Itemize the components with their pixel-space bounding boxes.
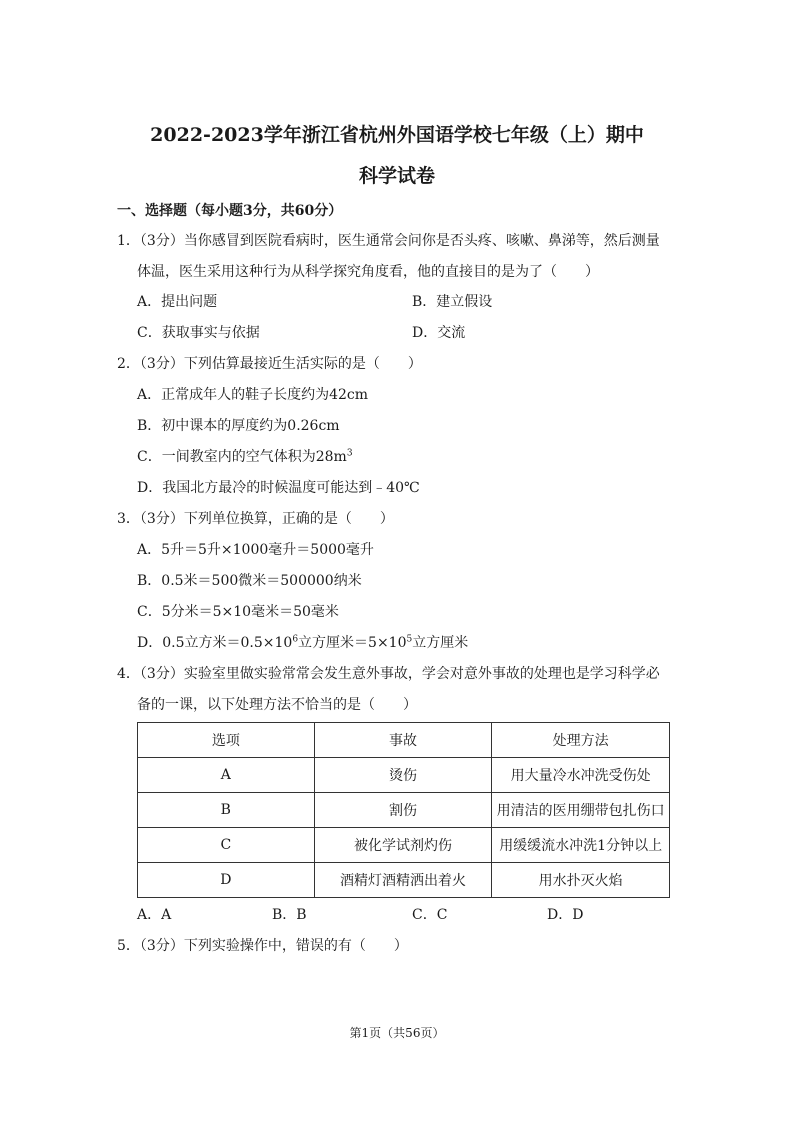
q4-option-d: D．D — [547, 907, 584, 923]
q4-stem-line1: 4．（3分）实验室里做实验常常会发生意外事故，学会对意外事故的处理也是学习科学必 — [117, 666, 660, 682]
q1-option-b: B．建立假设 — [412, 294, 493, 310]
table-cell: 用清洁的医用绷带包扎伤口 — [492, 793, 670, 828]
q2-stem: 2．（3分）下列估算最接近生活实际的是（ ） — [117, 356, 422, 372]
table-header-cell: 事故 — [314, 723, 492, 758]
q2-option-a: A．正常成年人的鞋子长度约为42cm — [137, 387, 369, 403]
doc-title-line2: 科学试卷 — [358, 165, 435, 187]
table-header-cell: 选项 — [138, 723, 315, 758]
table-cell: C — [138, 828, 315, 863]
q4-option-b: B．B — [272, 907, 307, 923]
table-cell: 烫伤 — [314, 758, 492, 793]
q3-stem: 3．（3分）下列单位换算，正确的是（ ） — [117, 511, 394, 527]
table-cell: A — [138, 758, 315, 793]
q1-option-c: C．获取事实与依据 — [137, 325, 260, 341]
table-cell: B — [138, 793, 315, 828]
doc-title-line1: 2022-2023学年浙江省杭州外国语学校七年级（上）期中 — [150, 124, 644, 146]
q2-option-b: B．初中课本的厚度约为0.26cm — [137, 418, 340, 434]
q1-stem-line2: 体温，医生采用这种行为从科学探究角度看，他的直接目的是为了（ ） — [137, 264, 599, 280]
table-cell: D — [138, 863, 315, 898]
table-header-cell: 处理方法 — [492, 723, 670, 758]
q2-option-c: C．一间教室内的空气体积为$28m^3$ — [137, 448, 353, 465]
section-heading: 一、选择题（每小题3分，共60分） — [117, 203, 343, 219]
table-cell: 用大量冷水冲洗受伤处 — [492, 758, 670, 793]
q3-option-a: A．5升＝5升×1000毫升＝5000毫升 — [137, 542, 374, 558]
q2-option-d: D．我国北方最冷的时候温度可能达到﹣40℃ — [137, 480, 420, 496]
page-footer: 第1页（共56页） — [349, 1026, 445, 1040]
q3-option-b: B．0.5米＝500微米＝500000纳米 — [137, 573, 362, 589]
q4-stem-line2: 备的一课，以下处理方法不恰当的是（ ） — [137, 697, 417, 713]
table-cell: 被化学试剂灼伤 — [314, 828, 492, 863]
q3-option-c: C．5分米＝5×10毫米＝50毫米 — [137, 604, 339, 620]
accident-table — [137, 722, 670, 898]
q3-option-d: D．0.5立方米$=0.5\times 10^6$立方厘米$=5\times 10^5$立方厘米 — [137, 634, 469, 651]
table-cell: 用水扑灭火焰 — [492, 863, 670, 898]
table-cell: 酒精灯酒精洒出着火 — [314, 863, 492, 898]
table-cell: 用缓缓流水冲洗1分钟以上 — [492, 828, 670, 863]
q4-option-c: C．C — [412, 907, 448, 923]
table-row — [138, 793, 670, 828]
table-row — [138, 758, 670, 793]
q4-option-a: A．A — [137, 907, 172, 923]
table-row — [138, 828, 670, 863]
table-cell: 割伤 — [314, 793, 492, 828]
q5-stem: 5．（3分）下列实验操作中，错误的有（ ） — [117, 938, 408, 954]
q1-stem-line1: 1．（3分）当你感冒到医院看病时，医生通常会问你是否头疼、咳嗽、鼻涕等，然后测量 — [117, 233, 660, 249]
q1-option-a: A．提出问题 — [137, 294, 218, 310]
table-header-row — [138, 723, 670, 758]
q1-option-d: D．交流 — [412, 325, 466, 341]
table-row — [138, 863, 670, 898]
